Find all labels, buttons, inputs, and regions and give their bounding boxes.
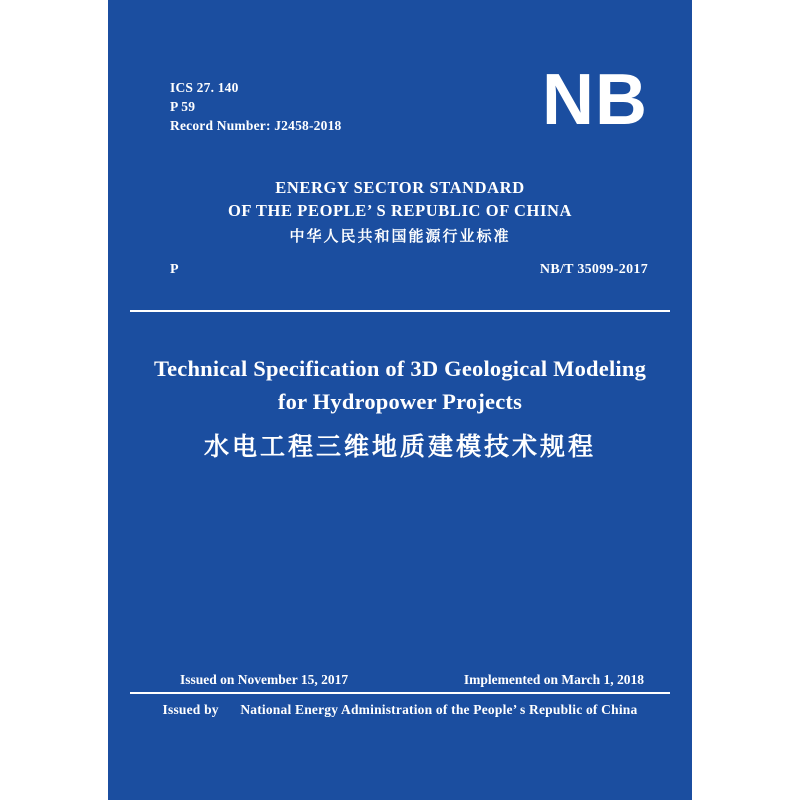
issuer-organization: National Energy Administration of the People’ s Republic of China [240,702,638,717]
standard-cover [108,0,692,800]
record-number: Record Number: J2458-2018 [170,118,342,133]
cover-header [108,60,692,168]
ics-number: ICS 27. 140 [170,80,239,95]
document-title-block [108,352,692,468]
issuer-row [108,702,692,718]
standard-english-line2: OF THE PEOPLE’ S REPUBLIC OF CHINA [227,201,573,220]
category-code: P [170,262,179,277]
title-chinese: 水电工程三维地质建模技术规程 [203,434,596,461]
standard-english-line1: ENERGY SECTOR STANDARD [275,178,525,197]
standard-code-row [108,262,692,284]
dates-row [108,672,692,692]
classification-code: P 59 [170,99,196,114]
issued-on-date: Issued on November 15, 2017 [180,672,349,687]
divider-bottom [130,692,670,694]
issued-by-label: Issued by [162,702,219,717]
standard-title-block [108,176,692,250]
divider-top [130,310,670,312]
ics-info-block [170,78,341,135]
implemented-on-date: Implemented on March 1, 2018 [463,672,644,687]
standard-number: NB/T 35099-2017 [539,262,648,277]
title-english-line2: for Hydropower Projects [277,389,523,414]
standard-chinese-line: 中华人民共和国能源行业标准 [289,229,511,245]
nb-logo: NB [542,60,648,140]
title-english-line1: Technical Specification of 3D Geological Modeling [153,356,647,381]
